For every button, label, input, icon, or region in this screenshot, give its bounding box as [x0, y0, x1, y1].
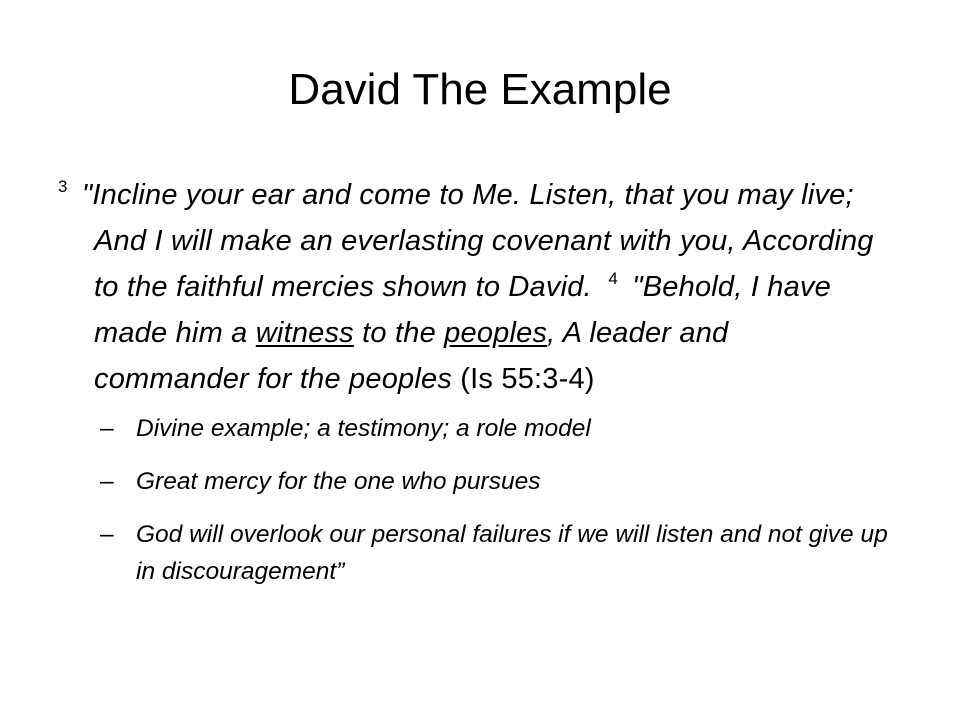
sub-bullet-text: Divine example; a testimony; a role model: [136, 415, 591, 442]
scripture-reference: (Is 55:3-4): [460, 363, 595, 395]
dash-bullet-icon: –: [100, 521, 114, 548]
quote-part-4: , A leader and commander for the peoples: [94, 317, 729, 395]
underlined-witness: witness: [255, 317, 354, 349]
verse-number-3: 3: [58, 177, 68, 196]
sub-bullet-item: [100, 463, 888, 500]
slide-title: David The Example: [288, 65, 672, 114]
sub-bullet-text: God will overlook our personal failures if we will listen and not give up in discouragement”: [136, 521, 888, 585]
sub-bullet-item: [100, 516, 888, 590]
sub-bullet-list: [58, 410, 888, 590]
scripture-quote: [58, 172, 888, 402]
sub-bullet-text: Great mercy for the one who pursues: [136, 468, 541, 495]
verse-number-4: 4: [608, 269, 618, 288]
underlined-peoples: peoples: [444, 317, 548, 349]
quote-part-1: "Incline your ear and come to Me. Listen, that you may live; And I will make an everlasting covenant with you, According to the faithful mercies shown to David.: [81, 179, 874, 303]
quote-part-3: to the: [353, 317, 445, 349]
slide-body: [58, 172, 888, 606]
dash-bullet-icon: –: [100, 468, 114, 495]
quote-part-2: "Behold, I have made him a: [94, 271, 831, 349]
dash-bullet-icon: –: [100, 415, 114, 442]
sub-bullet-item: [100, 410, 888, 447]
